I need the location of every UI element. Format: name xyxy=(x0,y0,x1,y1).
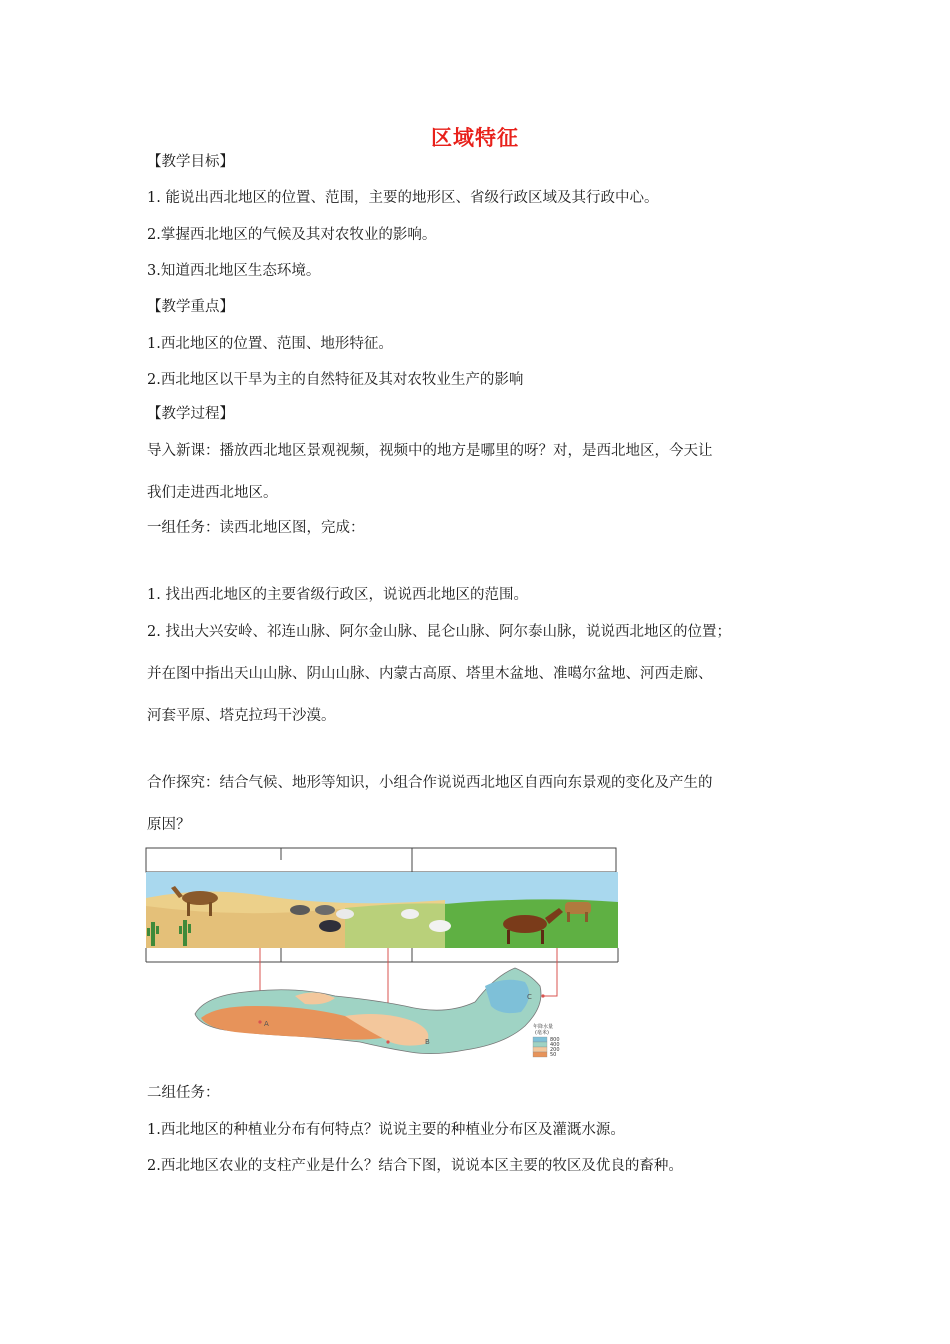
precipitation-legend xyxy=(533,1023,560,1058)
legend-value-2: 400 xyxy=(550,1042,560,1048)
goal-item-3: 3.知道西北地区生态环境。 xyxy=(147,263,321,279)
goals-heading: 【教学目标】 xyxy=(147,154,234,170)
goal-item-1: 1. 能说出西北地区的位置、范围，主要的地形区、省级行政区域及其行政中心。 xyxy=(147,190,659,206)
group1-item-2: 2. 找出大兴安岭、祁连山脉、阿尔金山脉、昆仑山脉、阿尔泰山脉，说说西北地区的位置； xyxy=(147,624,731,640)
focus-heading: 【教学重点】 xyxy=(147,299,234,315)
legend-value-3: 200 xyxy=(550,1047,560,1053)
page-title: 区域特征 xyxy=(431,126,519,150)
group1-item-2-cont: 并在图中指出天山山脉、阴山山脉、内蒙古高原、塔里木盆地、准噶尔盆地、河西走廊、 xyxy=(147,666,713,682)
group1-item-1: 1. 找出西北地区的主要省级行政区，说说西北地区的范围。 xyxy=(147,587,528,603)
legend-value-4: 50 xyxy=(550,1052,557,1058)
intro-line-1: 导入新课：播放西北地区景观视频，视频中的地方是哪里的呀？对，是西北地区，今天让 xyxy=(147,443,713,459)
process-heading: 【教学过程】 xyxy=(147,406,234,422)
legend-title: 年降水量 xyxy=(533,1024,554,1030)
goal-item-2: 2.掌握西北地区的气候及其对农牧业的影响。 xyxy=(147,227,437,243)
coop-line-2: 原因？ xyxy=(147,817,191,833)
legend-unit: (毫米) xyxy=(535,1030,549,1036)
point-label-c: C xyxy=(527,993,532,1001)
point-label-a: A xyxy=(264,1020,269,1028)
group1-heading: 一组任务：读西北地区图，完成： xyxy=(147,520,365,536)
group2-item-1: 1.西北地区的种植业分布有何特点？说说主要的种植业分布区及灌溉水源。 xyxy=(147,1122,625,1138)
focus-item-2: 2.西北地区以干旱为主的自然特征及其对农牧业生产的影响 xyxy=(147,372,524,388)
group1-item-2-cont2: 河套平原、塔克拉玛干沙漠。 xyxy=(147,708,336,724)
focus-item-1: 1.西北地区的位置、范围、地形特征。 xyxy=(147,336,393,352)
intro-line-2: 我们走进西北地区。 xyxy=(147,485,278,501)
point-label-b: B xyxy=(425,1038,430,1046)
coop-line-1: 合作探究：结合气候、地形等知识，小组合作说说西北地区自西向东景观的变化及产生的 xyxy=(147,775,713,791)
landscape-map-figure xyxy=(145,846,620,1068)
group2-heading: 二组任务： xyxy=(147,1085,220,1101)
group2-item-2: 2.西北地区农业的支柱产业是什么？结合下图，说说本区主要的牧区及优良的畜种。 xyxy=(147,1158,683,1174)
legend-value-1: 800 xyxy=(550,1037,560,1043)
